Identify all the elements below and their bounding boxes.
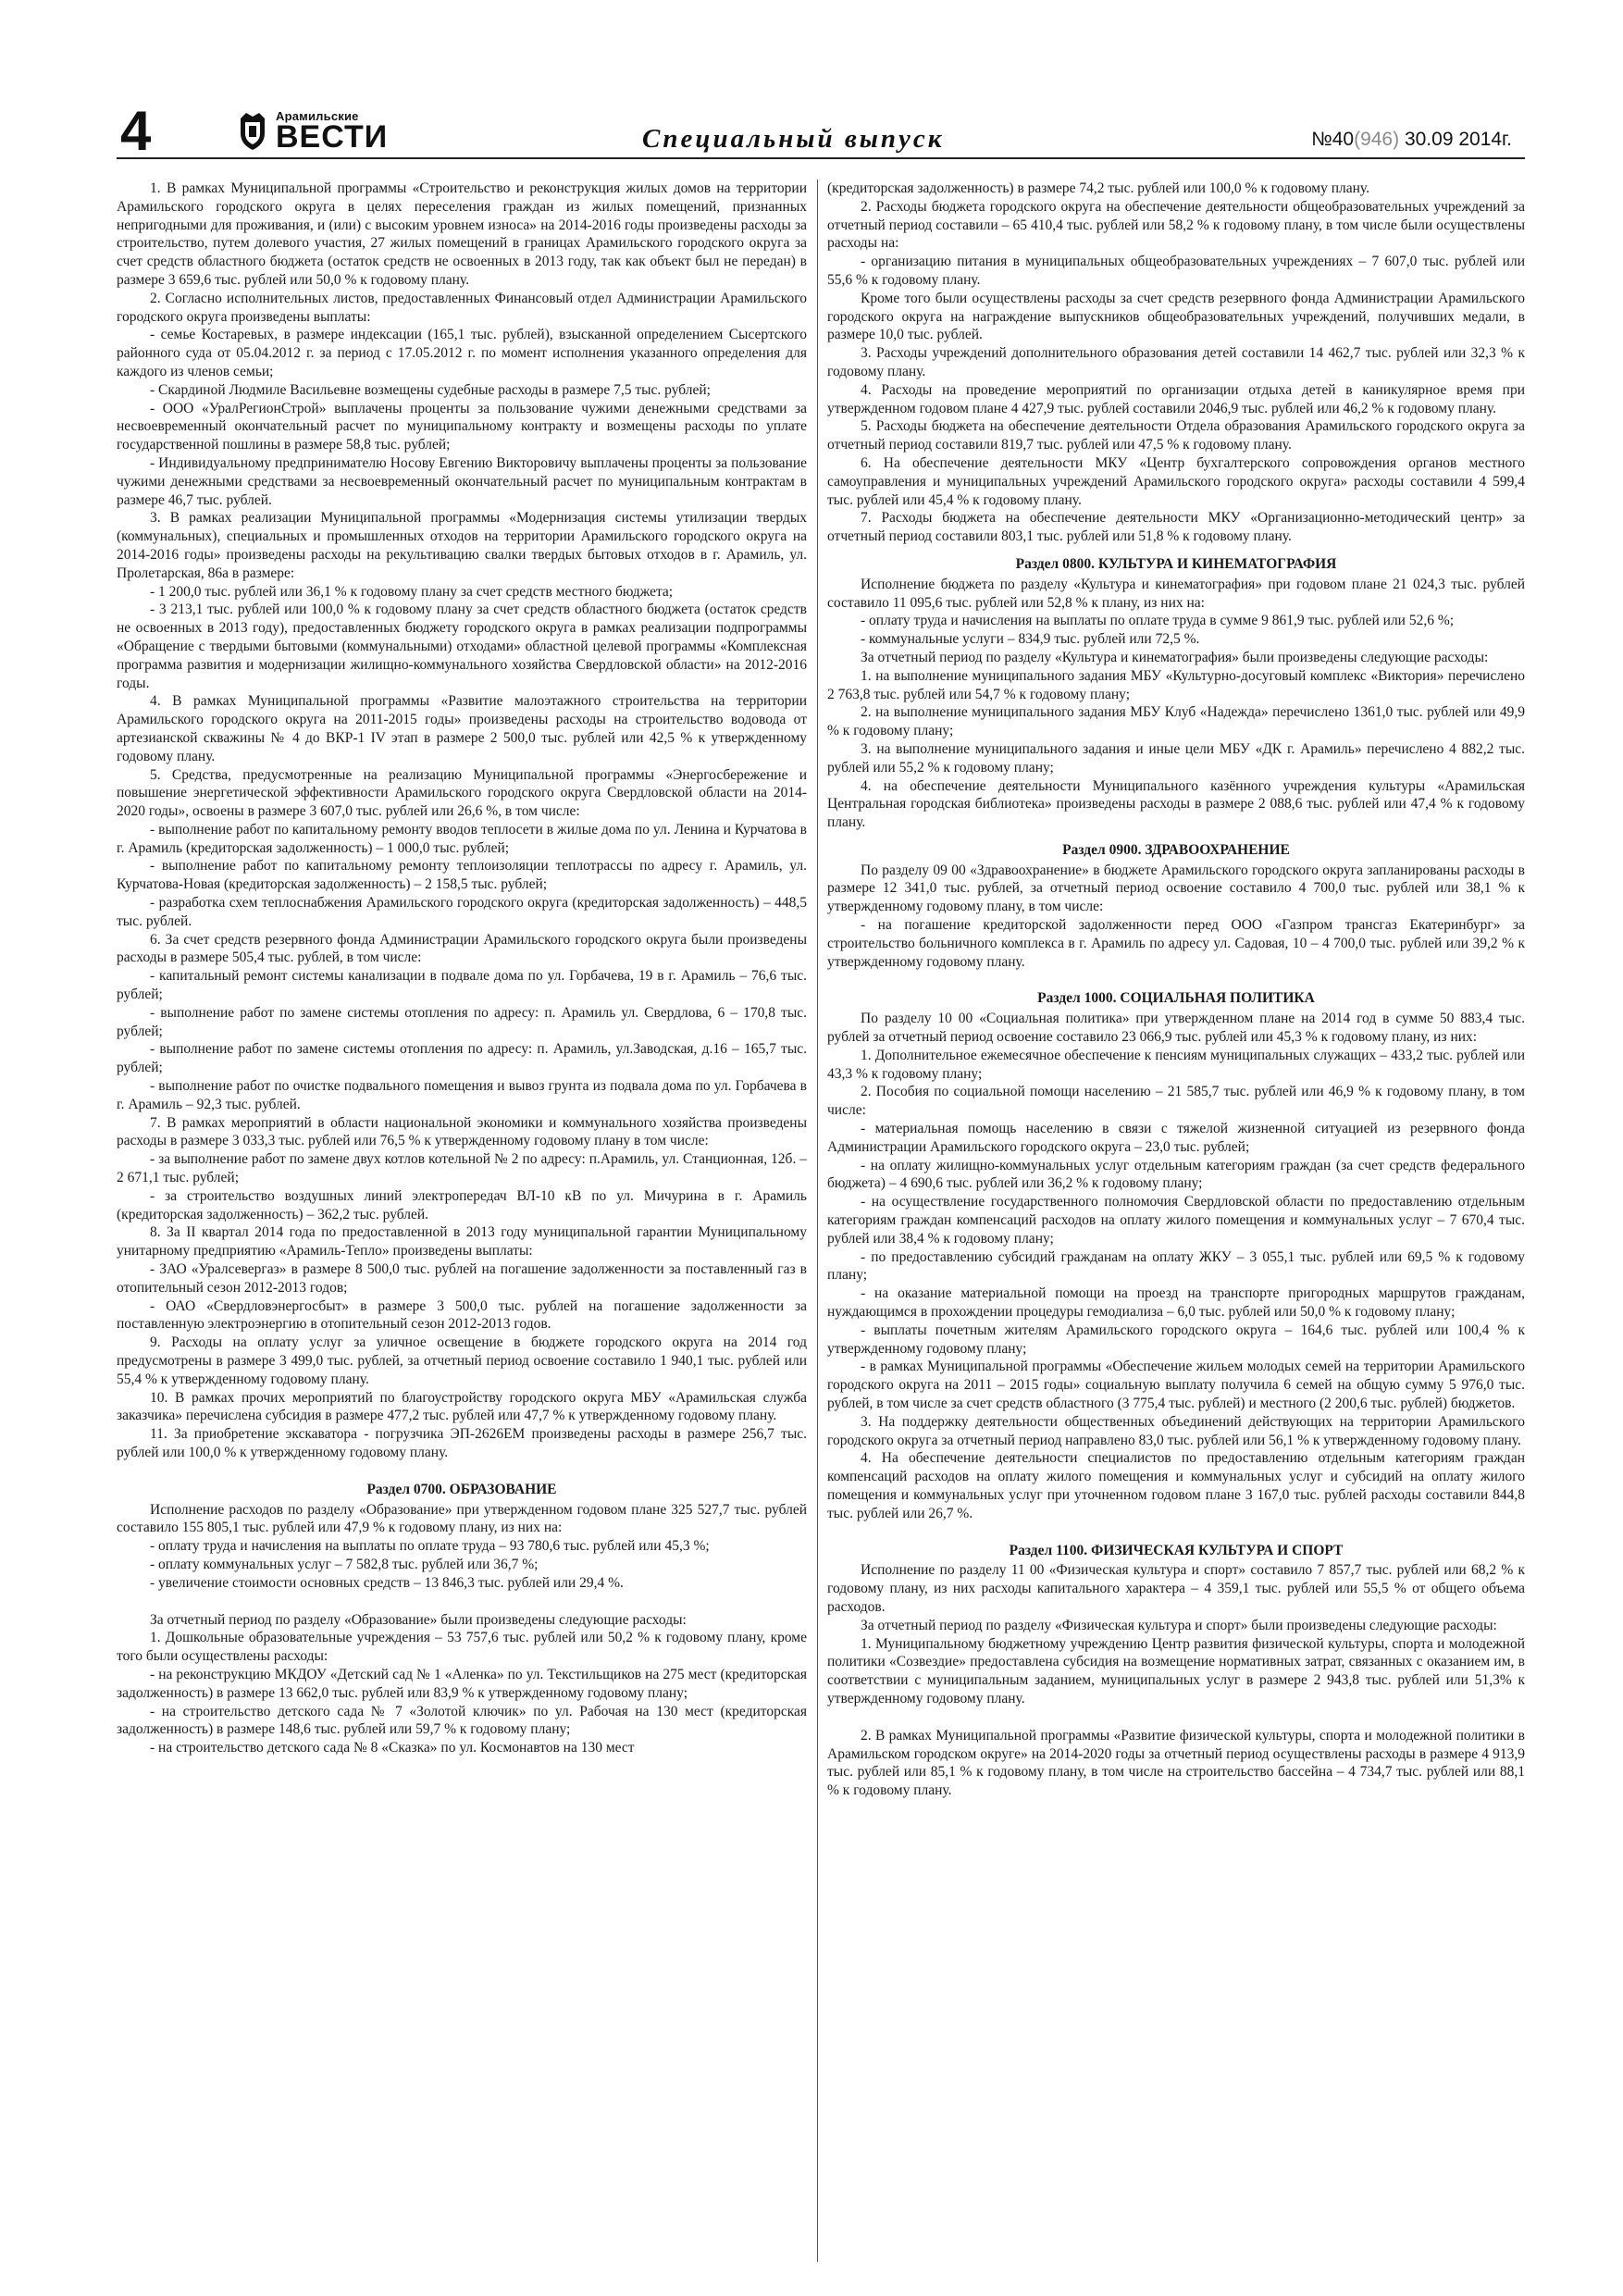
paragraph: По разделу 09 00 «Здравоохранение» в бюджете Арамильского городского округа запланированы расходы в размере 12 341,0 тыс. рублей, за отчетный период освоение составило 4 700,0 тыс. рублей или 38,1 % к утвержденному годовому плану, в том числе: bbox=[827, 862, 1525, 915]
paragraph: За отчетный период по разделу «Образование» были произведены следующие расходы: bbox=[150, 1611, 687, 1628]
paragraph: 2. на выполнение муниципального задания МБУ Клуб «Надежда» перечислено 1361,0 тыс. рублей или 49,9 % к годовому плану; bbox=[827, 704, 1525, 739]
paragraph: 6. За счет средств резервного фонда Администрации Арамильского городского округа были произведены расходы в размере 505,4 тыс. рублей, в том числе: bbox=[117, 931, 807, 966]
paragraph: За отчетный период по разделу «Физическая культура и спорт» были произведены следующие расходы: bbox=[861, 1617, 1497, 1633]
issue-title: Специальный выпуск bbox=[642, 124, 945, 154]
paragraph: Исполнение расходов по разделу «Образование» при утвержденном годовом плане 325 527,7 тыс. рублей составило 155 805,1 тыс. рублей или 47,9 % к годовому плану, из них на: bbox=[117, 1501, 807, 1536]
section-heading: Раздел 1000. СОЦИАЛЬНАЯ ПОЛИТИКА bbox=[1037, 990, 1315, 1007]
issue-number: №40 bbox=[1311, 129, 1355, 150]
paragraph: 1. Дополнительное ежемесячное обеспечение к пенсиям муниципальных служащих – 433,2 тыс. рублей или 43,3 % к годовому плану; bbox=[827, 1047, 1525, 1082]
paragraph: 1. на выполнение муниципального задания МБУ «Культурно-досуговый комплекс «Виктория» перечислено 2 763,8 тыс. рублей или 54,7 % к годовому плану; bbox=[827, 667, 1525, 702]
paragraph: 2. Расходы бюджета городского округа на обеспечение деятельности общеобразовательных учреждений за отчетный период составили – 65 410,4 тыс. рублей или 58,2 % к годовому плану, в том числе были осуществлены расходы на: bbox=[827, 198, 1525, 252]
paragraph: - за выполнение работ по замене двух котлов котельной № 2 по адресу: п.Арамиль, ул. Станционная, 12б. – 2 671,1 тыс. рублей; bbox=[117, 1151, 807, 1186]
paragraph: - оплату труда и начисления на выплаты по оплате труда в сумме 9 861,9 тыс. рублей или 52,6 %; bbox=[861, 613, 1455, 629]
paragraph: - выполнение работ по замене системы отопления по адресу: п. Арамиль ул. Свердлова, 6 – 170,8 тыс. рублей; bbox=[117, 1004, 807, 1039]
paragraph: 9. Расходы на оплату услуг за уличное освещение в бюджете городского округа на 2014 год предусмотрены в размере 3 499,0 тыс. рублей, за отчетный период освоение составило 1 940,1 тыс. рублей или 55,4 % к утвержденному годовому плану. bbox=[117, 1334, 807, 1387]
paragraph: - Скардиной Людмиле Васильевне возмещены судебные расходы в размере 7,5 тыс. рублей; bbox=[150, 381, 711, 398]
paragraph: 8. За II квартал 2014 года по предоставленной в 2013 году муниципальной гарантии Муниципальному унитарному предприятию «Арамиль-Тепло» произведены выплаты: bbox=[117, 1224, 807, 1260]
section-heading: Раздел 1100. ФИЗИЧЕСКАЯ КУЛЬТУРА И СПОРТ bbox=[1009, 1542, 1344, 1558]
paragraph: - Индивидуальному предпринимателю Носову Евгению Викторовичу выплачены проценты за пользование чужими денежными средствами за несвоевременный окончательный расчет по муниципальным контрактам в размере 46,7 тыс. рублей. bbox=[117, 454, 807, 508]
paragraph: - организацию питания в муниципальных общеобразовательных учреждениях – 7 607,0 тыс. рублей или 55,6 % к годовому плану. bbox=[827, 254, 1525, 288]
paragraph: 11. За приобретение экскаватора - погрузчика ЭП-2626ЕМ произведены расходы в размере 256,7 тыс. рублей или 100,0 % к утвержденному годовому плану. bbox=[117, 1426, 807, 1460]
section-heading: Раздел 0800. КУЛЬТУРА И КИНЕМАТОГРАФИЯ bbox=[1015, 555, 1337, 572]
paragraph: - семье Костаревых, в размере индексации (165,1 тыс. рублей), взысканной определением Сысертского районного суда от 05.04.2012 г. за период с 17.05.2012 г. по момент исполнения указанного определения для каждого из членов семьи; bbox=[117, 327, 807, 379]
paragraph: 3. Расходы учреждений дополнительного образования детей составили 14 462,7 тыс. рублей или 32,3 % к годовому плану. bbox=[827, 345, 1525, 379]
paragraph: - на оплату жилищно-коммунальных услуг отдельным категориям граждан (за счет средств федерального бюджета) – 4 690,6 тыс. рублей или 36,2 % к годовому плану; bbox=[827, 1157, 1525, 1192]
paragraph: 2. Согласно исполнительных листов, предоставленных Финансовый отдел Администрации Арамильского городского округа произведены выплаты: bbox=[117, 290, 807, 325]
paragraph: - ООО «УралРегионСтрой» выплачены проценты за пользование чужими денежными средствами за несвоевременный окончательный расчет по муниципальному контракту и возмещены расходы по уплате государственной пошлины в размере 58,8 тыс. рублей; bbox=[117, 400, 807, 453]
paragraph: 4. В рамках Муниципальной программы «Развитие малоэтажного строительства на территории Арамильского городского округа на 2011-2015 годы» произведены расходы на строительство водовода от артезианской скважины № 4 до ВКР-1 IV этап в размере 2 500,0 тыс. рублей или 42,5 % к утвержденному годовому плану. bbox=[117, 693, 807, 764]
paragraph: - увеличение стоимости основных средств – 13 846,3 тыс. рублей или 29,4 %. bbox=[150, 1574, 624, 1591]
header-rule bbox=[117, 157, 1525, 159]
paragraph: 3. На поддержку деятельности общественных объединений действующих на территории Арамильского городского округа за отчетный период направлено 83,0 тыс. рублей или 56,1 % к утвержденному годовому плану. bbox=[827, 1413, 1525, 1448]
right-column bbox=[827, 180, 1525, 2262]
paragraph: - по предоставлению субсидий гражданам на оплату ЖКУ – 3 055,1 тыс. рублей или 69,5 % к годовому плану; bbox=[827, 1248, 1525, 1284]
paragraph: (кредиторская задолженность) в размере 74,2 тыс. рублей или 100,0 % к годовому плану. bbox=[827, 180, 1370, 196]
paragraph: 10. В рамках прочих мероприятий по благоустройству городского округа МБУ «Арамильская служба заказчика» перечислена субсидия в размере 477,2 тыс. рублей или 47,7 % к утвержденному годовому плану. bbox=[117, 1389, 807, 1424]
paragraph: 4. На обеспечение деятельности специалистов по предоставлению отдельным категориям граждан компенсаций расходов на оплату жилого помещения и коммунальных услуг и субсидий на оплату жилого помещения и коммунальных услуг при уточненном годовом плане 3 167,0 тыс. рублей расходы составили 844,8 тыс. рублей или 26,7 %. bbox=[827, 1450, 1525, 1521]
paragraph: По разделу 10 00 «Социальная политика» при утвержденном плане на 2014 год в сумме 50 883,4 тыс. рублей за отчетный период освоение составило 23 066,9 тыс. рублей или 45,3 % к годовому плану, из них: bbox=[827, 1011, 1525, 1046]
page-header bbox=[117, 100, 1525, 162]
newspaper-logo bbox=[237, 109, 403, 154]
paragraph: - выполнение работ по замене системы отопления по адресу: п. Арамиль, ул.Заводская, д.16 – 165,7 тыс. рублей; bbox=[117, 1041, 807, 1076]
column-divider bbox=[817, 180, 818, 2262]
paragraph: 6. На обеспечение деятельности МКУ «Центр бухгалтерского сопровождения органов местного самоуправления и муниципальных учреждений Арамильского городского округа» расходы составили 4 599,4 тыс. рублей или 45,4 % к годовому плану. bbox=[827, 454, 1525, 508]
paragraph: - на погашение кредиторской задолженности перед ООО «Газпром трансгаз Екатеринбург» за строительство больничного комплекса в г. Арамиль по адресу ул. Садовая, 10 – 4 700,0 тыс. рублей или 39,2 % к утвержденному годовому плану. bbox=[827, 917, 1525, 970]
paragraph: - выполнение работ по капитальному ремонту теплоизоляции теплотрассы по адресу г. Арамиль, ул. Курчатова-Новая (кредиторская задолженность) – 2 158,5 тыс. рублей; bbox=[117, 858, 807, 893]
paragraph: - 3 213,1 тыс. рублей или 100,0 % к годовому плану за счет средств областного бюджета (остаток средств не освоенных в 2013 году), предоставленных бюджету городского округа в рамках реализации подпрограммы «Обращение с твердыми бытовыми (коммунальными) отходами» областной целевой программы «Комплексная программа развития и модернизации жилищно-коммунального хозяйства Свердловской области» на 2012-2016 годы. bbox=[117, 602, 807, 691]
coat-of-arms-icon bbox=[237, 111, 268, 152]
paragraph: - за строительство воздушных линий электропередач ВЛ-10 кВ по ул. Мичурина в г. Арамиль (кредиторская задолженность) – 362,2 тыс. рублей. bbox=[117, 1187, 807, 1222]
paragraph: 7. В рамках мероприятий в области национальной экономики и коммунального хозяйства произведены расходы в размере 3 033,3 тыс. рублей или 76,5 % к утвержденному годовому плану в том числе: bbox=[117, 1114, 807, 1149]
section-heading: Раздел 0900. ЗДРАВООХРАНЕНИЕ bbox=[1062, 841, 1290, 858]
paragraph: - материальная помощь населению в связи с тяжелой жизненной ситуацией из резервного фонда Администрации Арамильского городского округа – 23,0 тыс. рублей; bbox=[827, 1121, 1525, 1155]
page-number: 4 bbox=[120, 100, 152, 162]
paragraph: - ЗАО «Уралсевергаз» в размере 8 500,0 тыс. рублей на погашение задолженности за поставленный газ в отопительный сезон 2012-2013 годов; bbox=[117, 1261, 807, 1296]
paragraph: Исполнение по разделу 11 00 «Физическая культура и спорт» составило 7 857,7 тыс. рублей или 68,2 % к годовому плану, из них расходы капитального характера – 4 359,1 тыс. рублей или 55,5 % от общего объема расходов. bbox=[827, 1562, 1525, 1615]
issue-info bbox=[1311, 129, 1512, 151]
paragraph: - капитальный ремонт системы канализации в подвале дома по ул. Горбачева, 19 в г. Арамиль – 76,6 тыс. рублей; bbox=[117, 968, 807, 1003]
paragraph: - выполнение работ по очистке подвального помещения и вывоз грунта из подвала дома по ул. Горбачева в г. Арамиль – 92,3 тыс. рублей. bbox=[117, 1078, 807, 1112]
paragraph: Кроме того были осуществлены расходы за счет средств резервного фонда Администрации Арамильского городского округа на награждение выпускников общеобразовательных учреждений, получивших медали, в размере 10,0 тыс. рублей. bbox=[827, 290, 1525, 343]
paragraph: - оплату труда и начисления на выплаты по оплате труда – 93 780,6 тыс. рублей или 45,3 %; bbox=[150, 1538, 710, 1555]
paragraph: - на строительство детского сада № 8 «Сказка» по ул. Космонавтов на 130 мест bbox=[150, 1740, 635, 1756]
paragraph: - коммунальные услуги – 834,9 тыс. рублей или 72,5 %. bbox=[861, 631, 1200, 648]
paragraph: 4. Расходы на проведение мероприятий по организации отдыха детей в каникулярное время при утвержденном годовом плане 4 427,9 тыс. рублей составили 2046,9 тыс. рублей или 46,2 % к годовому плану. bbox=[827, 381, 1525, 416]
paragraph: - на строительство детского сада № 7 «Золотой ключик» по ул. Рабочая на 130 мест (кредиторская задолженность) в размере 148,6 тыс. рублей или 59,7 % к годовому плану; bbox=[117, 1703, 807, 1738]
paragraph: - на осуществление государственного полномочия Свердловской области по предоставлению отдельным категориям граждан компенсаций расходов на оплату жилого помещения и коммунальных услуг – 7 670,4 тыс. рублей или 38,4 % к годовому плану; bbox=[827, 1194, 1525, 1247]
paragraph: За отчетный период по разделу «Культура и кинематография» были произведены следующие расходы: bbox=[861, 649, 1489, 665]
logo-title: ВЕСТИ bbox=[276, 119, 389, 155]
paragraph: - 1 200,0 тыс. рублей или 36,1 % к годовому плану за счет средств местного бюджета; bbox=[150, 583, 674, 600]
paragraph: 4. на обеспечение деятельности Муниципального казённого учреждения культуры «Арамильская Центральная городская библиотека» произведены расходы в размере 2 088,6 тыс. рублей или 47,4 % к годовому плану. bbox=[827, 777, 1525, 831]
logo-subtitle: Арамильские bbox=[276, 109, 359, 123]
paragraph: - в рамках Муниципальной программы «Обеспечение жильем молодых семей на территории Арамильского городского округа на 2011 – 2015 годы» социальную выплату получила 6 семей на общую сумму 5 976,0 тыс. рублей, в том числе за счет средств областного (3 775,4 тыс. рублей) и местного (2 200,6 тыс. рублей) бюджетов. bbox=[827, 1359, 1525, 1411]
paragraph: 2. В рамках Муниципальной программы «Развитие физической культуры, спорта и молодежной политики в Арамильском городском округе» на 2014-2020 годы за отчетный период осуществлены расходы в размере 4 913,9 тыс. рублей или 85,1 % к годовому плану, в том числе на строительство бассейна – 4 734,7 тыс. рублей или 88,1 % к годовому плану. bbox=[827, 1727, 1525, 1799]
paragraph: 1. Муниципальному бюджетному учреждению Центр развития физической культуры, спорта и молодежной политики «Созвездие» предоставлена субсидия на возмещение нормативных затрат, связанных с оказанием им, в соответствии с муниципальным заданием, муниципальных услуг в размере 2 943,8 тыс. рублей или 51,3% к утвержденному годовому плану. bbox=[827, 1635, 1525, 1706]
paragraph: - выплаты почетным жителям Арамильского городского округа – 164,6 тыс. рублей или 100,4 % к утвержденному годовому плану; bbox=[827, 1322, 1525, 1357]
paragraph: - ОАО «Свердловэнергосбыт» в размере 3 500,0 тыс. рублей на погашение задолженности за поставленную электроэнергию в отопительный сезон 2012-2013 годов. bbox=[117, 1297, 807, 1333]
paragraph: - выполнение работ по капитальному ремонту вводов теплосети в жилые дома по ул. Ленина и Курчатова в г. Арамиль (кредиторская задолженность) – 1 000,0 тыс. рублей; bbox=[117, 821, 807, 856]
section-heading: Раздел 0700. ОБРАЗОВАНИЕ bbox=[366, 1481, 557, 1497]
issue-date: 30.09 2014г. bbox=[1404, 129, 1512, 150]
paragraph: 2. Пособия по социальной помощи населению – 21 585,7 тыс. рублей или 46,9 % к годовому плану, в том числе: bbox=[827, 1084, 1525, 1119]
paragraph: - на реконструкцию МКДОУ «Детский сад № 1 «Аленка» по ул. Текстильщиков на 275 мест (кредиторская задолженность) в размере 13 662,0 тыс. рублей или 83,9 % к утвержденному годовому плану; bbox=[117, 1666, 807, 1701]
paragraph: 5. Расходы бюджета на обеспечение деятельности Отдела образования Арамильского городского округа за отчетный период составили 819,7 тыс. рублей или 47,5 % к годовому плану. bbox=[827, 418, 1525, 453]
paragraph: 3. на выполнение муниципального задания и иные цели МБУ «ДК г. Арамиль» перечислено 4 882,2 тыс. рублей или 55,2 % к годовому плану; bbox=[827, 740, 1525, 776]
paragraph: 5. Средства, предусмотренные на реализацию Муниципальной программы «Энергосбережение и повышение энергетической эффективности Арамильского городского округа Свердловской области на 2014-2020 годы», освоены в размере 3 607,0 тыс. рублей или 26,6 %, в том числе: bbox=[117, 766, 807, 820]
left-column bbox=[117, 180, 807, 2262]
paragraph: 1. В рамках Муниципальной программы «Строительство и реконструкция жилых домов на территории Арамильского городского округа в целях переселения граждан из жилых помещений, признанных непригодными для проживания, и (или) с высоким уровнем износа» на 2014-2016 годы произведены расходы за строительство, путем долевого участия, 27 жилых помещений в границах Арамильского городского округа за счет средств областного бюджета (остаток средств не освоенных в 2013 году, так как объект был не передан) в размере 3 659,6 тыс. рублей или 50,0 % к годовому плану. bbox=[117, 180, 807, 288]
paragraph: 7. Расходы бюджета на обеспечение деятельности МКУ «Организационно-методический центр» за отчетный период составили 803,1 тыс. рублей или 51,8 % к годовому плану. bbox=[827, 510, 1525, 545]
paragraph: 3. В рамках реализации Муниципальной программы «Модернизация системы утилизации твердых (коммунальных), специальных и промышленных отходов на территории Арамильского городского округа на 2014-2016 годы» произведены расходы на рекультивацию свалки твердых бытовых отходов в г. Арамиль, ул. Пролетарская, 86а в размере: bbox=[117, 510, 807, 581]
paragraph: - на оказание материальной помощи на проезд на транспорте пригородных маршрутов гражданам, нуждающимся в прохождении процедуры гемодиализа – 6,0 тыс. рублей или 50,0 % к годовому плану; bbox=[827, 1285, 1525, 1321]
paragraph: - разработка схем теплоснабжения Арамильского городского округа (кредиторская задолженность) – 448,5 тыс. рублей. bbox=[117, 895, 807, 929]
issue-total: (946) bbox=[1354, 129, 1400, 150]
paragraph: Исполнение бюджета по разделу «Культура и кинематография» при годовом плане 21 024,3 тыс. рублей составило 11 095,6 тыс. рублей или 52,8 % к плану, из них на: bbox=[827, 576, 1525, 611]
paragraph: 1. Дошкольные образовательные учреждения – 53 757,6 тыс. рублей или 50,2 % к годовому плану, кроме того были осуществлены расходы: bbox=[117, 1630, 807, 1665]
paragraph: - оплату коммунальных услуг – 7 582,8 тыс. рублей или 36,7 %; bbox=[150, 1556, 539, 1572]
